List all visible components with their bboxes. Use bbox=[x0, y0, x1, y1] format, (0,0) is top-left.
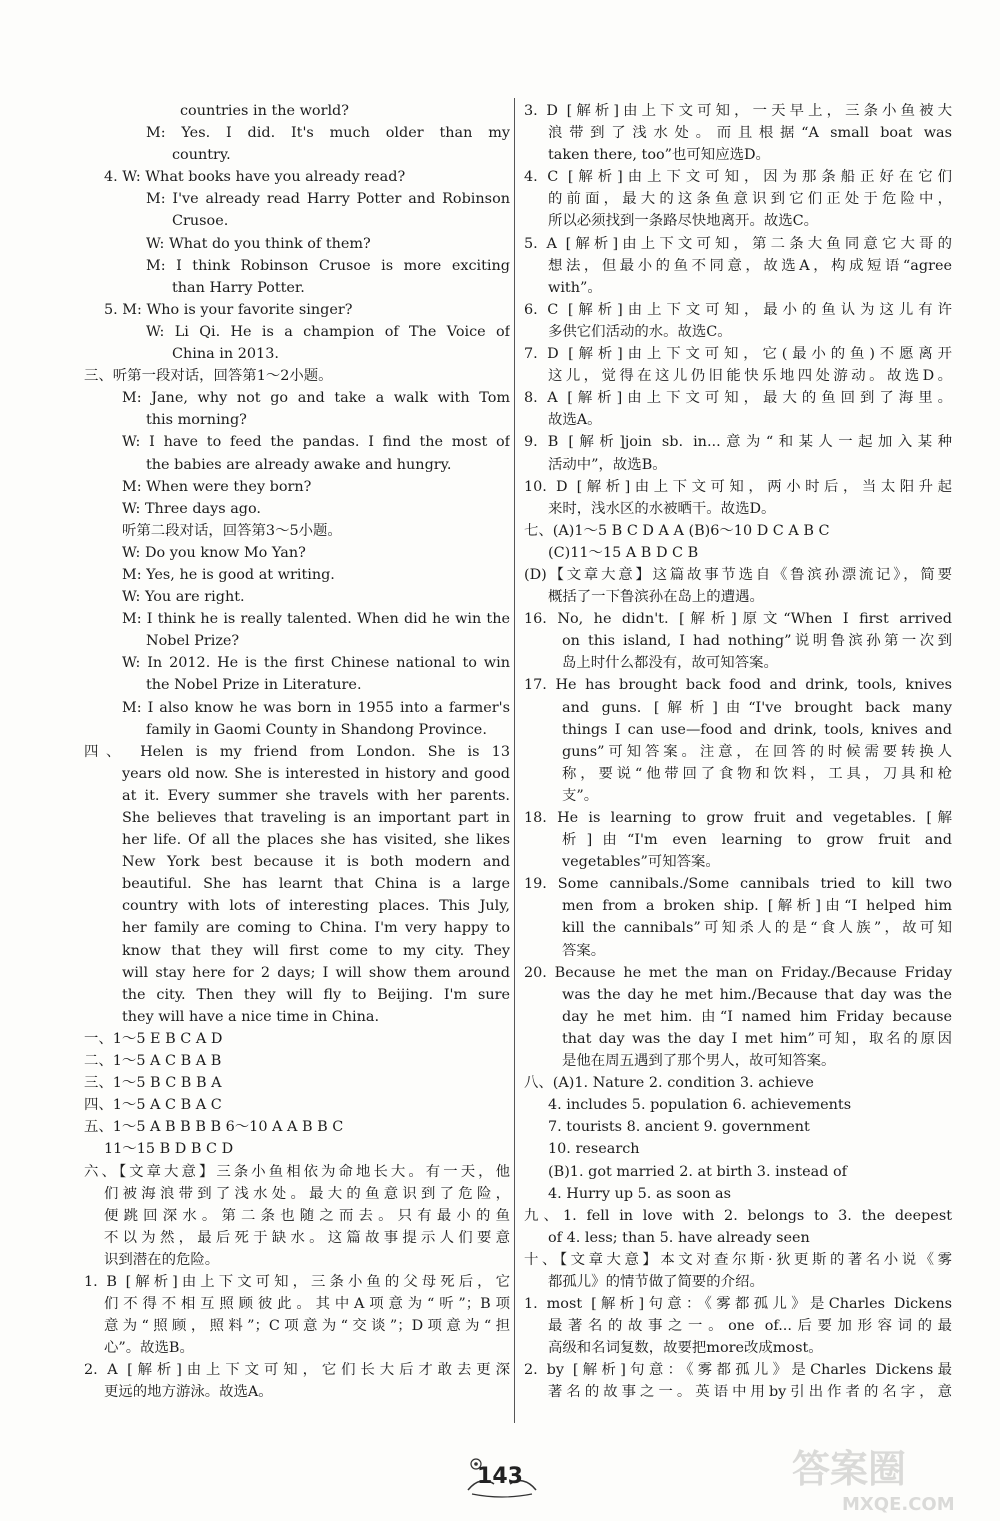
right-text-line: 20. Because he met the man on Friday./Because Friday bbox=[524, 964, 952, 981]
left-text-line: M: I also know he was born in 1955 into a farmer's bbox=[122, 699, 510, 716]
right-text-line: 析]由“I'm even learning to grow fruit and bbox=[562, 832, 952, 849]
left-text-line: 5. M: Who is your favorite singer? bbox=[104, 301, 353, 318]
left-text-line: beautiful. She has learnt that China is a large bbox=[122, 876, 510, 893]
left-text-line: 4. W: What books have you already read? bbox=[104, 169, 406, 186]
right-text-line: 支”。 bbox=[562, 787, 599, 804]
left-text-line: 2. A [解析]由上下文可知，它们长大后才敢去更深 bbox=[84, 1362, 510, 1379]
left-text-line: Nobel Prize? bbox=[146, 633, 240, 650]
right-text-line: 著名的故事之一。英语中用by引出作者的名字，意 bbox=[548, 1384, 952, 1401]
right-text-line: taken there, too”也可知应选D。 bbox=[548, 147, 770, 164]
left-text-line: M: Jane, why not go and take a walk with Tom bbox=[122, 390, 510, 407]
left-text-line: W: I have to feed the pandas. I find the most of bbox=[122, 434, 510, 451]
right-text-line: 9. B [解析]join sb. in...意为“和某人一起加入某种 bbox=[524, 434, 952, 451]
right-text-line: things I can use—food and drink, tools, knives and bbox=[562, 721, 952, 738]
left-text-line: 四、 Helen is my friend from London. She is 13 bbox=[84, 743, 510, 760]
left-text-line: 五、1～5 A B B B B 6～10 A A B B C bbox=[84, 1119, 344, 1136]
page-number: 143 bbox=[477, 1463, 523, 1489]
left-text-line: countries in the world? bbox=[180, 103, 349, 119]
right-text-line: that day was the day I met him”可知，取名的原因 bbox=[562, 1030, 952, 1047]
right-text-line: 是他在周五遇到了那个男人，故可知答案。 bbox=[562, 1053, 836, 1070]
left-text-line: at it. Every summer she travels with her parents. bbox=[122, 787, 510, 804]
left-text-line: M: Yes. I did. It's much older than my bbox=[146, 125, 510, 142]
right-text-line: 19. Some cannibals./Some cannibals tried to kill two bbox=[524, 876, 952, 893]
column-divider bbox=[514, 98, 515, 1423]
left-text-line: will stay here for 2 days; I will show them around bbox=[122, 964, 510, 981]
left-text-line: M: I think Robinson Crusoe is more exciting bbox=[146, 257, 510, 274]
watermark-text: 答案圈 bbox=[792, 1447, 907, 1491]
left-text-line: 四、1～5 A C B A C bbox=[84, 1097, 222, 1114]
left-text-line: 11～15 B D B C D bbox=[104, 1141, 234, 1158]
left-text-line: 心”。故选B。 bbox=[104, 1340, 194, 1357]
left-text-line: 意为“照顾，照料”；C项意为“交谈”；D项意为“担 bbox=[104, 1318, 510, 1335]
right-text-line: 所以必须找到一条路尽快地离开。故选C。 bbox=[548, 213, 819, 230]
left-text-line: W: Three days ago. bbox=[122, 500, 261, 517]
left-text-line: W: Do you know Mo Yan? bbox=[122, 544, 306, 561]
left-text-line: the Nobel Prize in Literature. bbox=[146, 677, 362, 694]
right-text-line: 八、(A)1. Nature 2. condition 3. achieve bbox=[524, 1075, 814, 1092]
left-text-line: know that they will first come to my city. They bbox=[122, 942, 510, 959]
left-text-line: 六、【文章大意】三条小鱼相依为命地长大。有一天，他 bbox=[84, 1163, 510, 1180]
right-text-line: 浪带到了浅水处。而且根据“A small boat was bbox=[548, 125, 952, 142]
right-text-line: and guns. [解析]由“I've brought back many bbox=[562, 699, 952, 716]
right-text-line: 概括了一下鲁滨孙在岛上的遭遇。 bbox=[548, 589, 764, 606]
left-text-line: family in Gaomi County in Shandong Province. bbox=[146, 721, 487, 738]
left-text-line: M: Yes, he is good at writing. bbox=[122, 566, 335, 583]
right-text-line: day he met him. 由“I named him Friday because bbox=[562, 1008, 952, 1025]
right-text-line: 答案。 bbox=[562, 942, 606, 959]
left-text-line: 一、1～5 E B C A D bbox=[84, 1030, 223, 1047]
right-text-line: 岛上时什么都没有，故可知答案。 bbox=[562, 655, 778, 672]
right-text-line: 10. research bbox=[548, 1141, 640, 1158]
right-text-line: kill the cannibals”可知杀人的是“食人族”，故可知 bbox=[562, 920, 952, 937]
right-text-line: 5. A [解析]由上下文可知，第二条大鱼同意它大哥的 bbox=[524, 235, 952, 252]
right-text-line: 高级和名词复数，故要把more改成most。 bbox=[548, 1340, 823, 1357]
left-text-line: the babies are already awake and hungry. bbox=[146, 456, 452, 473]
left-text-line: China in 2013. bbox=[172, 346, 279, 363]
left-text-line: her life. Of all the places she has visited, she likes bbox=[122, 832, 510, 849]
right-text-line: 7. D [解析]由上下文可知，它(最小的鱼)不愿离开 bbox=[524, 346, 952, 363]
right-text-line: 18. He is learning to grow fruit and vegetables. [解 bbox=[524, 810, 952, 826]
left-text-line: 三、听第一段对话，回答第1～2小题。 bbox=[84, 368, 333, 385]
left-text-line: 三、1～5 B C B B A bbox=[84, 1075, 222, 1092]
right-text-line: (B)1. got married 2. at birth 3. instead of bbox=[548, 1163, 848, 1180]
right-text-line: of 4. less; than 5. have already seen bbox=[548, 1229, 810, 1246]
left-text-line: years old now. She is interested in history and good bbox=[122, 765, 510, 782]
right-text-line: 4. Hurry up 5. as soon as bbox=[548, 1185, 732, 1202]
right-text-line: men from a broken ship. [解析]由“I helped him bbox=[562, 898, 952, 915]
left-text-line: Crusoe. bbox=[172, 213, 229, 230]
left-text-line: M: I've already read Harry Potter and Robinson bbox=[146, 191, 510, 208]
left-text-line: than Harry Potter. bbox=[172, 279, 305, 296]
left-text-line: the city. Then they will fly to Beijing. I'm sure bbox=[122, 986, 510, 1003]
right-column bbox=[524, 100, 952, 1404]
right-text-line: 4. C [解析]由上下文可知，因为那条船正好在它们 bbox=[524, 169, 952, 186]
left-text-line: 不以为然，最后死于缺水。这篇故事提示人们要意 bbox=[104, 1229, 510, 1246]
right-text-line: (D)【文章大意】这篇故事节选自《鲁滨孙漂流记》，简要 bbox=[524, 566, 952, 583]
right-text-line: 10. D [解析]由上下文可知，两小时后，当太阳升起 bbox=[524, 478, 952, 495]
right-text-line: 想法，但最小的鱼不同意，故选A，构成短语“agree bbox=[548, 257, 952, 274]
left-text-line: 们被海浪带到了浅水处。最大的鱼意识到了危险， bbox=[104, 1185, 510, 1202]
left-text-line: country. bbox=[172, 147, 231, 164]
right-text-line: 来时，浅水区的水被晒干。故选D。 bbox=[548, 500, 776, 517]
right-text-line: 4. includes 5. population 6. achievements bbox=[548, 1097, 852, 1114]
site-watermark-logo bbox=[780, 1440, 990, 1516]
left-text-line: W: What do you think of them? bbox=[146, 235, 371, 252]
right-text-line: on this island, I had nothing”说明鲁滨孙第一次到 bbox=[562, 633, 952, 650]
right-text-line: vegetables”可知答案。 bbox=[562, 854, 720, 871]
right-text-line: 的前面，最大的这条鱼意识到它们正处于危险中， bbox=[548, 191, 952, 208]
left-text-line: they will have a nice time in China. bbox=[122, 1008, 380, 1025]
left-text-line: W: You are right. bbox=[122, 589, 245, 606]
right-text-line: 十、【文章大意】本文对查尔斯·狄更斯的著名小说《雾 bbox=[524, 1251, 952, 1268]
right-text-line: 最著名的故事之一。one of...后要加形容词的最 bbox=[548, 1318, 952, 1335]
right-text-line: 七、(A)1～5 B C D A A (B)6～10 D C A B C bbox=[524, 522, 830, 539]
right-text-line: 都孤儿》的情节做了简要的介绍。 bbox=[548, 1273, 764, 1290]
left-text-line: M: When were they born? bbox=[122, 478, 312, 495]
left-text-line: She believes that traveling is an important part in bbox=[122, 810, 510, 826]
right-text-line: guns”可知答案。注意，在回答的时候需要转换人 bbox=[562, 743, 952, 760]
left-text-line: her family are coming to China. I'm very happy to bbox=[122, 920, 510, 937]
right-text-line: 称，要说“他带回了食物和饮料，工具，刀具和枪 bbox=[562, 765, 952, 782]
left-column bbox=[84, 100, 510, 1404]
left-text-line: 识到潜在的危险。 bbox=[104, 1251, 220, 1268]
left-text-line: 听第二段对话，回答第3～5小题。 bbox=[122, 522, 342, 539]
left-text-line: 1. B [解析]由上下文可知，三条小鱼的父母死后，它 bbox=[84, 1273, 510, 1290]
right-text-line: 1. most [解析]句意：《雾都孤儿》是Charles Dickens bbox=[524, 1296, 952, 1313]
left-text-line: W: In 2012. He is the first Chinese national to win bbox=[122, 655, 510, 672]
left-text-line: New York best because it is both modern and bbox=[122, 854, 510, 871]
right-text-line: 17. He has brought back food and drink, tools, knives bbox=[524, 677, 952, 694]
right-text-line: 3. D [解析]由上下文可知，一天早上，三条小鱼被大 bbox=[524, 103, 952, 119]
right-text-line: was the day he met him./Because that day was the bbox=[562, 986, 952, 1003]
right-text-line: 16. No, he didn't. [解析]原文“When I first arrived bbox=[524, 611, 952, 628]
watermark-url: MXQE.COM bbox=[842, 1494, 955, 1515]
right-text-line: 2. by [解析]句意：《雾都孤儿》是Charles Dickens最 bbox=[524, 1362, 952, 1379]
left-text-line: W: Li Qi. He is a champion of The Voice of bbox=[146, 323, 510, 340]
left-text-line: 二、1～5 A C B A B bbox=[84, 1053, 222, 1070]
right-text-line: with”。 bbox=[548, 279, 602, 296]
right-text-line: 故选A。 bbox=[548, 412, 602, 429]
right-text-line: 7. tourists 8. ancient 9. government bbox=[548, 1119, 810, 1136]
left-text-line: 便跳回深水。第二条也随之而去。只有最小的鱼 bbox=[104, 1207, 510, 1224]
left-text-line: M: I think he is really talented. When did he win the bbox=[122, 611, 510, 628]
right-text-line: 九、1. fell in love with 2. belongs to 3. the deepest bbox=[524, 1207, 952, 1224]
left-text-line: country with lots of interesting places. This July, bbox=[122, 898, 510, 915]
right-text-line: 活动中”，故选B。 bbox=[548, 456, 667, 473]
left-text-line: 更远的地方游泳。故选A。 bbox=[104, 1384, 273, 1401]
right-text-line: (C)11～15 A B D C B bbox=[548, 544, 699, 561]
left-text-line: this morning? bbox=[146, 412, 247, 429]
right-text-line: 6. C [解析]由上下文可知，最小的鱼认为这儿有许 bbox=[524, 301, 952, 318]
left-text-line: 们不得不相互照顾彼此。其中A项意为“听”；B项 bbox=[104, 1296, 510, 1313]
right-text-line: 8. A [解析]由上下文可知，最大的鱼回到了海里。 bbox=[524, 390, 952, 407]
right-text-line: 多供它们活动的水。故选C。 bbox=[548, 323, 732, 340]
right-text-line: 这儿，觉得在这儿仍旧能快乐地四处游动。故选D。 bbox=[548, 368, 952, 385]
